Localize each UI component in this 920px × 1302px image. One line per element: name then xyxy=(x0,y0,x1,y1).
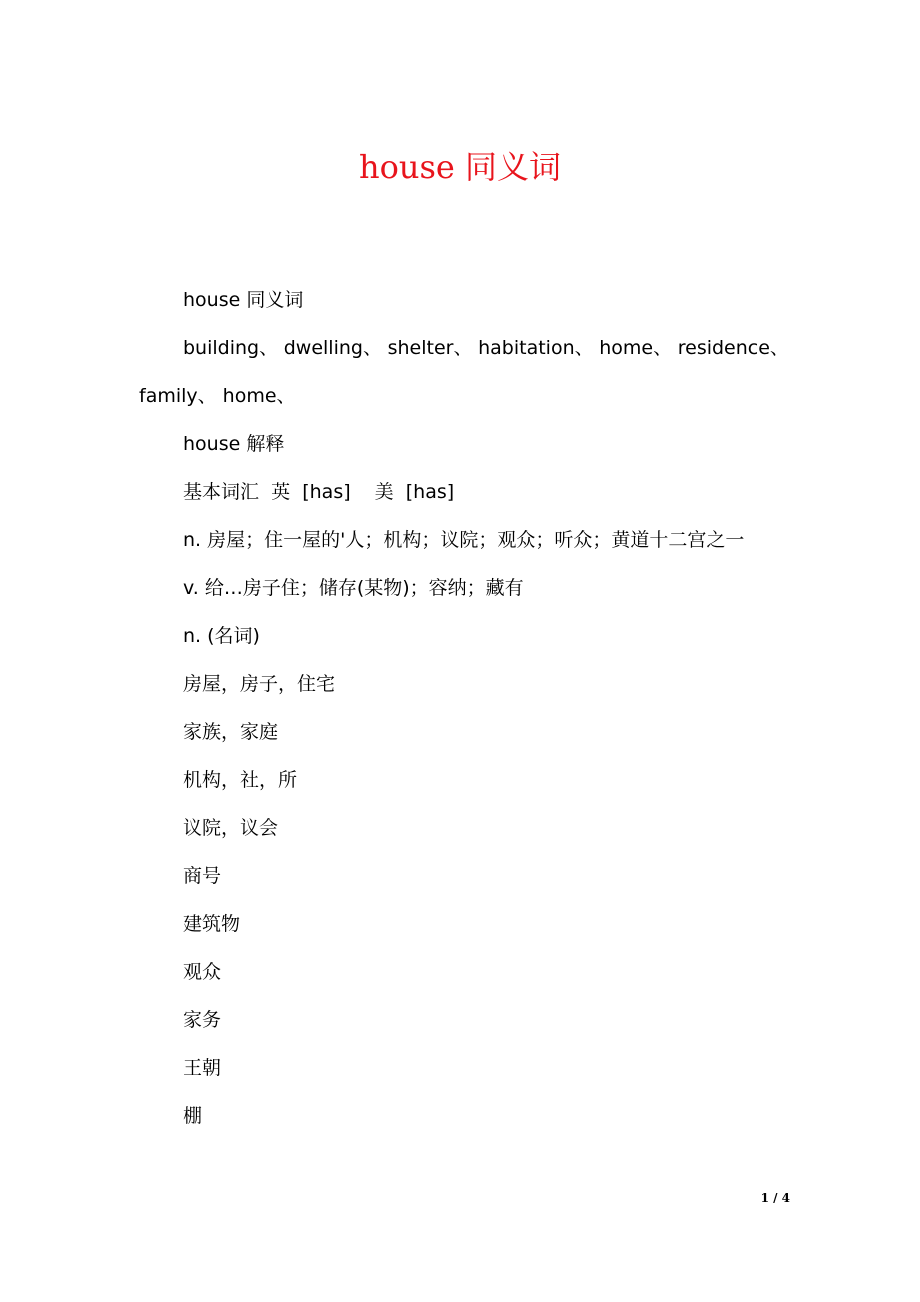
noun-definition: n. 房屋；住一屋的'人；机构；议院；观众；听众；黄道十二宫之一 xyxy=(183,529,745,551)
document-title: house 同义词 xyxy=(358,148,562,186)
document-body xyxy=(139,276,789,1140)
page-number: 1 / 4 xyxy=(760,1191,790,1205)
verb-definition: v. 给…房子住；储存(某物)；容纳；藏有 xyxy=(183,577,524,599)
synonym-word: residence、 xyxy=(677,337,789,359)
sense-item: 商号 xyxy=(183,865,222,887)
subheading: house 同义词 xyxy=(183,289,304,311)
synonym-word: shelter、 xyxy=(387,337,473,359)
explain-heading: house 解释 xyxy=(183,433,285,455)
synonym-word: home、 xyxy=(599,337,673,359)
synonym-word: habitation、 xyxy=(478,337,594,359)
sense-item: 机构，社，所 xyxy=(183,769,298,791)
uk-pronunciation: [has] xyxy=(302,481,351,503)
sense-item: 王朝 xyxy=(183,1057,222,1079)
synonym-word: building、 xyxy=(183,337,279,359)
sense-item: 观众 xyxy=(183,961,222,983)
sense-item: 棚 xyxy=(183,1105,203,1127)
sense-item: 建筑物 xyxy=(183,913,241,935)
synonyms-line-1 xyxy=(139,324,789,372)
us-label: 美 xyxy=(374,481,394,503)
sense-item: 家族，家庭 xyxy=(183,721,279,743)
sense-item: 房屋，房子，住宅 xyxy=(183,673,336,695)
basic-vocab-label: 基本词汇 xyxy=(183,481,260,503)
synonym-word: dwelling、 xyxy=(283,337,382,359)
sense-item: 议院，议会 xyxy=(183,817,279,839)
pronunciation-line xyxy=(139,468,789,516)
noun-label: n. (名词) xyxy=(183,625,260,647)
us-pronunciation: [has] xyxy=(405,481,455,503)
synonyms-line-2: family、 home、 xyxy=(139,385,296,407)
sense-item: 家务 xyxy=(183,1009,222,1031)
uk-label: 英 xyxy=(271,481,291,503)
